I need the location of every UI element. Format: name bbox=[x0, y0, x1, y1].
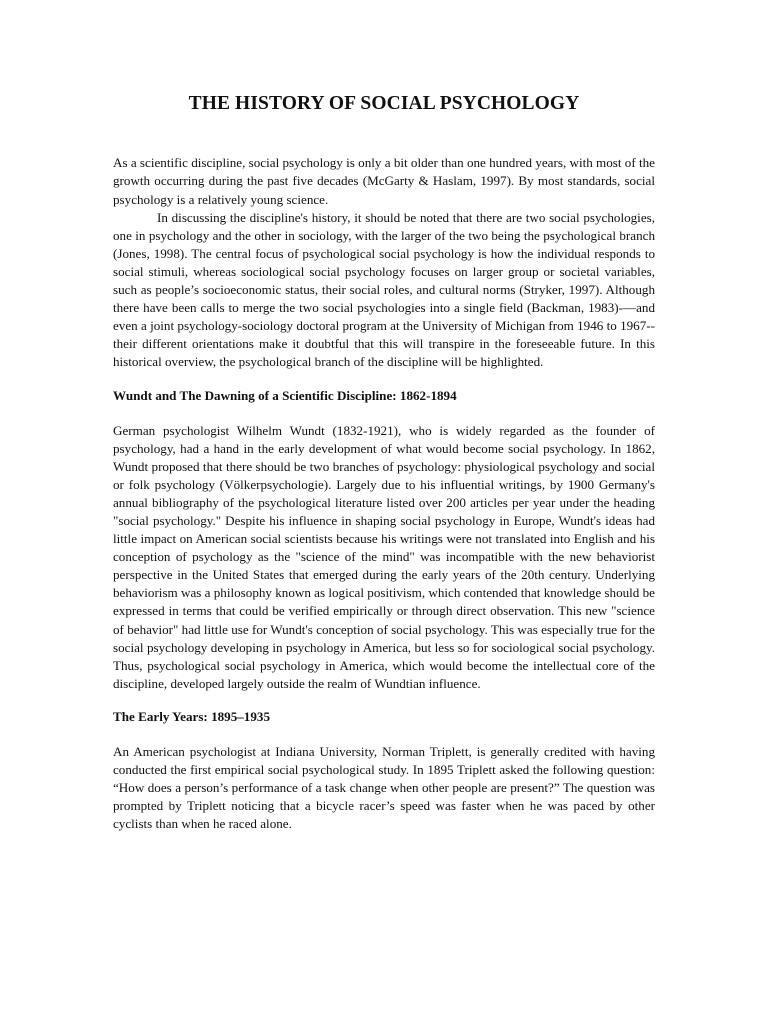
section-heading-early-years: The Early Years: 1895–1935 bbox=[113, 708, 270, 724]
spacer bbox=[113, 693, 655, 708]
intro-paragraph-2: In discussing the discipline's history, it should be noted that there are two social psychologies, one in psychology and the other in sociology, with the larger of the two being the psychological branch (Jones, 1998). The central focus of psychological social psychology is how the individual responds to social stimuli, whereas sociological social psychology focuses on larger group or societal variables, such as people’s socioeconomic status, their social roles, and cultural norms (Stryker, 1997). Although there have been calls to merge the two social psychologies into a single field (Backman, 1983)-—and even a joint psychology-sociology doctoral program at the University of Michigan from 1946 to 1967--their different orientations make it doubtful that this will transpire in the foreseeable future. In this historical overview, the psychological branch of the discipline will be highlighted. bbox=[113, 209, 655, 370]
spacer bbox=[113, 405, 655, 422]
spacer bbox=[113, 372, 655, 387]
section-paragraph-early-years: An American psychologist at Indiana University, Norman Triplett, is generally credited with having conducted the first empirical social psychological study. In 1895 Triplett asked the following question: “How does a person’s performance of a task change when other people are present?” The question was prompted by Triplett noticing that a bicycle racer’s speed was faster when he was paced by other cyclists than when he raced alone. bbox=[113, 743, 655, 832]
intro-paragraph-1: As a scientific discipline, social psychology is only a bit older than one hundred years, with most of the growth occurring during the past five decades (McGarty & Haslam, 1997). By most standards, social psychology is a relatively young science. bbox=[113, 155, 655, 207]
spacer bbox=[113, 726, 655, 743]
section-heading-wundt: Wundt and The Dawning of a Scientific Discipline: 1862-1894 bbox=[113, 387, 457, 403]
document-page bbox=[113, 92, 655, 833]
document-title: THE HISTORY OF SOCIAL PSYCHOLOGY bbox=[188, 93, 580, 114]
section-paragraph-wundt: German psychologist Wilhelm Wundt (1832-1921), who is widely regarded as the founder of psychology, had a hand in the early development of what would become social psychology. In 1862, Wundt proposed that there should be two branches of psychology: physiological psychology and social or folk psychology (Völkerpsychologie). Largely due to his influential writings, by 1900 Germany's annual bibliography of the psychological literature listed over 200 articles per year under the heading "social psychology." Despite his influence in shaping social psychology in Europe, Wundt's ideas had little impact on American social scientists because his writings were not translated into English and his conception of psychology as the "science of the mind" was incompatible with the new behaviorist perspective in the United States that emerged during the early years of the 20th century. Underlying behaviorism was a philosophy known as logical positivism, which contended that knowledge should be expressed in terms that could be verified empirically or through direct observation. This new "science of behavior" had little use for Wundt's conception of social psychology. This was especially true for the social psychology developing in psychology in America, but less so for sociological social psychology. Thus, psychological social psychology in America, which would become the intellectual core of the discipline, developed largely outside the realm of Wundtian influence. bbox=[113, 422, 655, 691]
